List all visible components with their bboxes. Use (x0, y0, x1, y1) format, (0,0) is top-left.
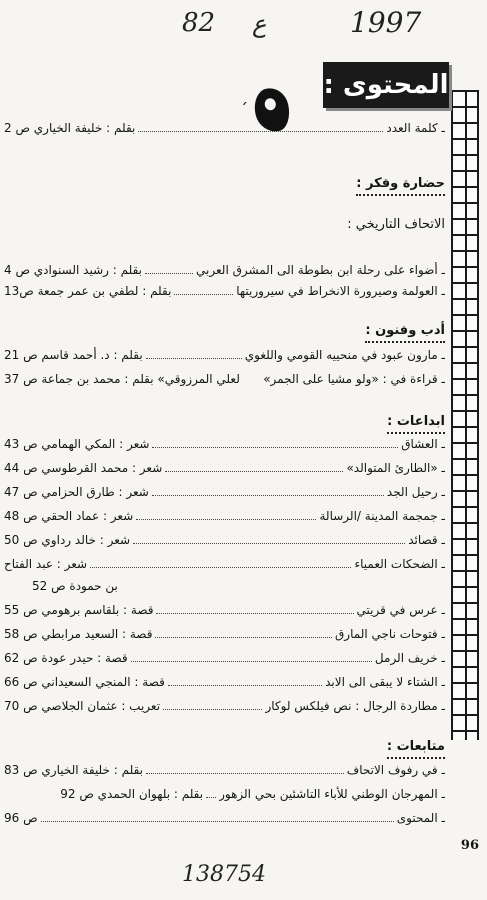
toc-entry (4, 626, 445, 642)
toc-entry-title: ـ العولمة وصيرورة الانخراط في سيروريتها (236, 284, 445, 298)
toc-entry-title: ـ «الطارئ المتوالد» (346, 461, 445, 475)
toc-entry-title: ـ جمجمة المدينة /الرسالة (319, 509, 445, 523)
handwritten-number-82: 82 (182, 8, 216, 38)
toc-entry-title: ـ رحيل الجد (386, 485, 445, 499)
section-heading: ابداعات : (387, 413, 445, 434)
toc-entry-author: بقلم : لطفي بن عمر جمعة ص13 (4, 284, 172, 298)
toc-entry-title: ـ أضواء على رحلة ابن بطوطة الى المشرق العربي (196, 263, 445, 277)
toc-entry-author: شعر : عماد الحقي ص 48 (4, 509, 134, 523)
toc-entry-title: ـ العشاق (401, 437, 445, 451)
toc-entry-author: قصة : بلقاسم برهومي ص 55 (4, 603, 154, 617)
toc-entry (4, 810, 445, 826)
section-heading: أدب وفنون : (365, 322, 445, 343)
toc-entry-author: شعر : محمد القرطوسي ص 44 (4, 461, 163, 475)
toc-entry (4, 674, 445, 690)
ink-mark: ˊ (240, 100, 248, 119)
toc-entry (4, 762, 445, 778)
toc-entry-author: قصة : المنجي السعيداني ص 66 (4, 675, 165, 689)
toc-entry (4, 436, 445, 452)
toc-entry-title: ـ قراءة في : «ولو مشيا على الجمر» (263, 372, 445, 386)
toc-entry-title: ـ مطاردة الرجال : نص فيلكس لوكار (265, 699, 445, 713)
toc-entry (4, 371, 445, 387)
toc-entry (4, 347, 445, 363)
toc-entry (4, 786, 445, 802)
toc-entry-title: ـ فتوحات ناجي المارق (335, 627, 445, 641)
toc-entry-title: ـ كلمة العدد (386, 121, 445, 135)
toc-entry-author: شعر : عبد الفتاح (4, 557, 88, 571)
toc-entry-author: بقلم : خليفة الخياري ص 83 (4, 763, 143, 777)
toc-entry-title: ـ في رفوف الاتحاف (346, 763, 445, 777)
toc-entry-author: شعر : طارق الحزامي ص 47 (4, 485, 149, 499)
toc-entry-author: تعريب : عثمان الجلاصي ص 70 (4, 699, 161, 713)
toc-entry-author: بقلم : خليفة الخياري ص 2 (4, 121, 136, 135)
toc-entry-title: ـ مارون عبود في منحييه القومي واللغوي (244, 348, 445, 362)
toc-entry-author: بقلم : بلهوان الحمدي ص 92 (60, 787, 204, 801)
toc-entry (4, 650, 445, 666)
toc-entry-title: ـ الشتاء لا يبقى الى الابد (325, 675, 445, 689)
toc-entry-author: شعر : خالد رداوي ص 50 (4, 533, 131, 547)
toc-entry (4, 602, 445, 618)
toc-entry-author: لعلي المرزوقي» بقلم : محمد بن جماعة ص 37 (4, 372, 240, 386)
toc-entry-title: ـ عرس في قريتي (356, 603, 445, 617)
toc-entry-title: ـ المحتوى (396, 811, 445, 825)
toc-entry (4, 460, 445, 476)
toc-entry (4, 508, 445, 524)
handwritten-year: 1997 (350, 6, 422, 39)
handwritten-letter: ع (252, 10, 267, 38)
brick-border-decoration (451, 90, 479, 740)
toc-entry-title: ـ المهرجان الوطني للأباء التاشئين بحي الزهور (219, 787, 445, 801)
toc-entry (4, 120, 445, 136)
page-title: المحتوى : (323, 62, 449, 108)
section-heading: متابعات : (387, 738, 445, 759)
toc-entry-author: بقلم : د. أحمد قاسم ص 21 (4, 348, 143, 362)
toc-entry (4, 283, 445, 299)
toc-entry-title: ـ خريف الرمل (374, 651, 445, 665)
subsection-heading: الاتحاف التاريخي : (347, 217, 445, 232)
toc-entry (4, 484, 445, 500)
toc-entry-author: قصة : حيدر عودة ص 62 (4, 651, 128, 665)
toc-entry-author: قصة : السعيد مرابطي ص 58 (4, 627, 153, 641)
page-number: 96 (460, 838, 479, 853)
toc-entry (4, 262, 445, 278)
toc-entry-title: ـ الضحكات العمياء (354, 557, 445, 571)
toc-entry-continuation: بن حمودة ص 52 (32, 579, 118, 593)
toc-entry-author: بقلم : رشيد السنوادي ص 4 (4, 263, 142, 277)
toc-entry-page: ص 96 (4, 811, 38, 825)
section-heading: حضارة وفكر : (356, 175, 445, 196)
handwritten-inventory-number: 138754 (182, 862, 266, 887)
toc-entry-title: ـ قصائد (408, 533, 445, 547)
toc-entry (4, 698, 445, 714)
toc-entry-author: شعر : المكي الهمامي ص 43 (4, 437, 150, 451)
toc-entry (4, 556, 445, 572)
toc-entry (4, 532, 445, 548)
